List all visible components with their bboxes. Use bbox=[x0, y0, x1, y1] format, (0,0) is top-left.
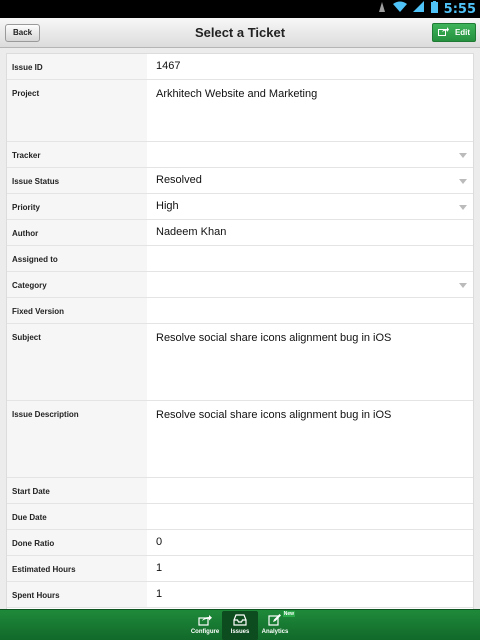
signal-icon bbox=[413, 0, 425, 18]
form-row-done-ratio bbox=[7, 530, 474, 556]
form-row-issue-status bbox=[7, 168, 474, 194]
field-label: Category bbox=[7, 272, 147, 297]
tab-configure[interactable] bbox=[187, 611, 223, 640]
notification-icon bbox=[377, 0, 387, 18]
field-label: Due Date bbox=[7, 504, 147, 529]
field-value[interactable]: Arkhitech Website and Marketing bbox=[156, 88, 318, 100]
field-label: Fixed Version bbox=[7, 298, 147, 323]
form-row-fixed-version bbox=[7, 298, 474, 324]
form-row-issue-id bbox=[7, 54, 474, 80]
field-value[interactable] bbox=[153, 478, 453, 503]
field-value[interactable] bbox=[153, 142, 453, 167]
form-row-priority bbox=[7, 194, 474, 220]
dropdown-caret-icon[interactable] bbox=[459, 283, 467, 288]
form-row-estimated-hours bbox=[7, 556, 474, 582]
form-row-due-date bbox=[7, 504, 474, 530]
field-value[interactable]: Resolved bbox=[156, 174, 202, 186]
edit-button-label: Edit bbox=[454, 28, 471, 37]
ticket-form bbox=[6, 53, 474, 609]
field-value[interactable]: 1 bbox=[156, 588, 163, 600]
field-label: Issue Description bbox=[7, 401, 147, 477]
form-row-project bbox=[7, 80, 474, 142]
field-label: Priority bbox=[7, 194, 147, 219]
field-label: Tracker bbox=[7, 142, 147, 167]
bottom-tab-bar bbox=[0, 609, 480, 640]
field-label: Done Ratio bbox=[7, 530, 147, 555]
form-row-assigned-to bbox=[7, 246, 474, 272]
status-time: 5:55 bbox=[443, 1, 476, 17]
dropdown-caret-icon[interactable] bbox=[459, 179, 467, 184]
tab-label: Analytics bbox=[261, 629, 289, 635]
form-row-category bbox=[7, 272, 474, 298]
form-row-subject bbox=[7, 324, 474, 401]
back-button[interactable]: Back bbox=[5, 24, 40, 42]
field-value[interactable] bbox=[153, 504, 453, 529]
edit-share-icon bbox=[438, 27, 449, 38]
status-bar bbox=[0, 0, 480, 18]
battery-icon bbox=[431, 0, 438, 18]
new-badge: New bbox=[283, 611, 294, 617]
field-value[interactable] bbox=[153, 298, 453, 323]
dropdown-caret-icon[interactable] bbox=[459, 153, 467, 158]
field-label: Author bbox=[7, 220, 147, 245]
tab-analytics[interactable] bbox=[257, 611, 293, 640]
form-row-issue-description bbox=[7, 401, 474, 478]
dropdown-caret-icon[interactable] bbox=[459, 205, 467, 210]
field-value[interactable]: Resolve social share icons alignment bug in iOS bbox=[156, 332, 392, 344]
field-label: Issue Status bbox=[7, 168, 147, 193]
field-label: Subject bbox=[7, 324, 147, 400]
inbox-icon bbox=[222, 614, 258, 628]
header-bar bbox=[0, 18, 480, 48]
field-value[interactable]: 0 bbox=[156, 536, 163, 548]
field-value[interactable]: High bbox=[156, 200, 179, 212]
page-title: Select a Ticket bbox=[194, 25, 286, 40]
wifi-icon bbox=[393, 0, 407, 18]
field-value[interactable]: 1467 bbox=[156, 60, 181, 72]
share-icon bbox=[187, 614, 223, 628]
field-value[interactable]: Resolve social share icons alignment bug in iOS bbox=[156, 409, 392, 421]
field-label: Start Date bbox=[7, 478, 147, 503]
field-label: Estimated Hours bbox=[7, 556, 147, 581]
status-icons bbox=[377, 0, 476, 18]
field-label: Spent Hours bbox=[7, 582, 147, 607]
tab-label: Issues bbox=[230, 629, 250, 635]
form-row-spent-hours bbox=[7, 582, 474, 608]
field-label: Project bbox=[7, 80, 147, 141]
form-row-author bbox=[7, 220, 474, 246]
field-value[interactable] bbox=[153, 246, 453, 271]
tab-label: Configure bbox=[190, 629, 220, 635]
form-row-start-date bbox=[7, 478, 474, 504]
field-label: Assigned to bbox=[7, 246, 147, 271]
field-value[interactable]: 1 bbox=[156, 562, 163, 574]
form-row-tracker bbox=[7, 142, 474, 168]
field-value[interactable]: Nadeem Khan bbox=[156, 226, 227, 238]
edit-button[interactable] bbox=[432, 23, 476, 42]
field-label: Issue ID bbox=[7, 54, 147, 79]
tab-issues[interactable] bbox=[222, 611, 258, 640]
field-value[interactable] bbox=[153, 272, 453, 297]
